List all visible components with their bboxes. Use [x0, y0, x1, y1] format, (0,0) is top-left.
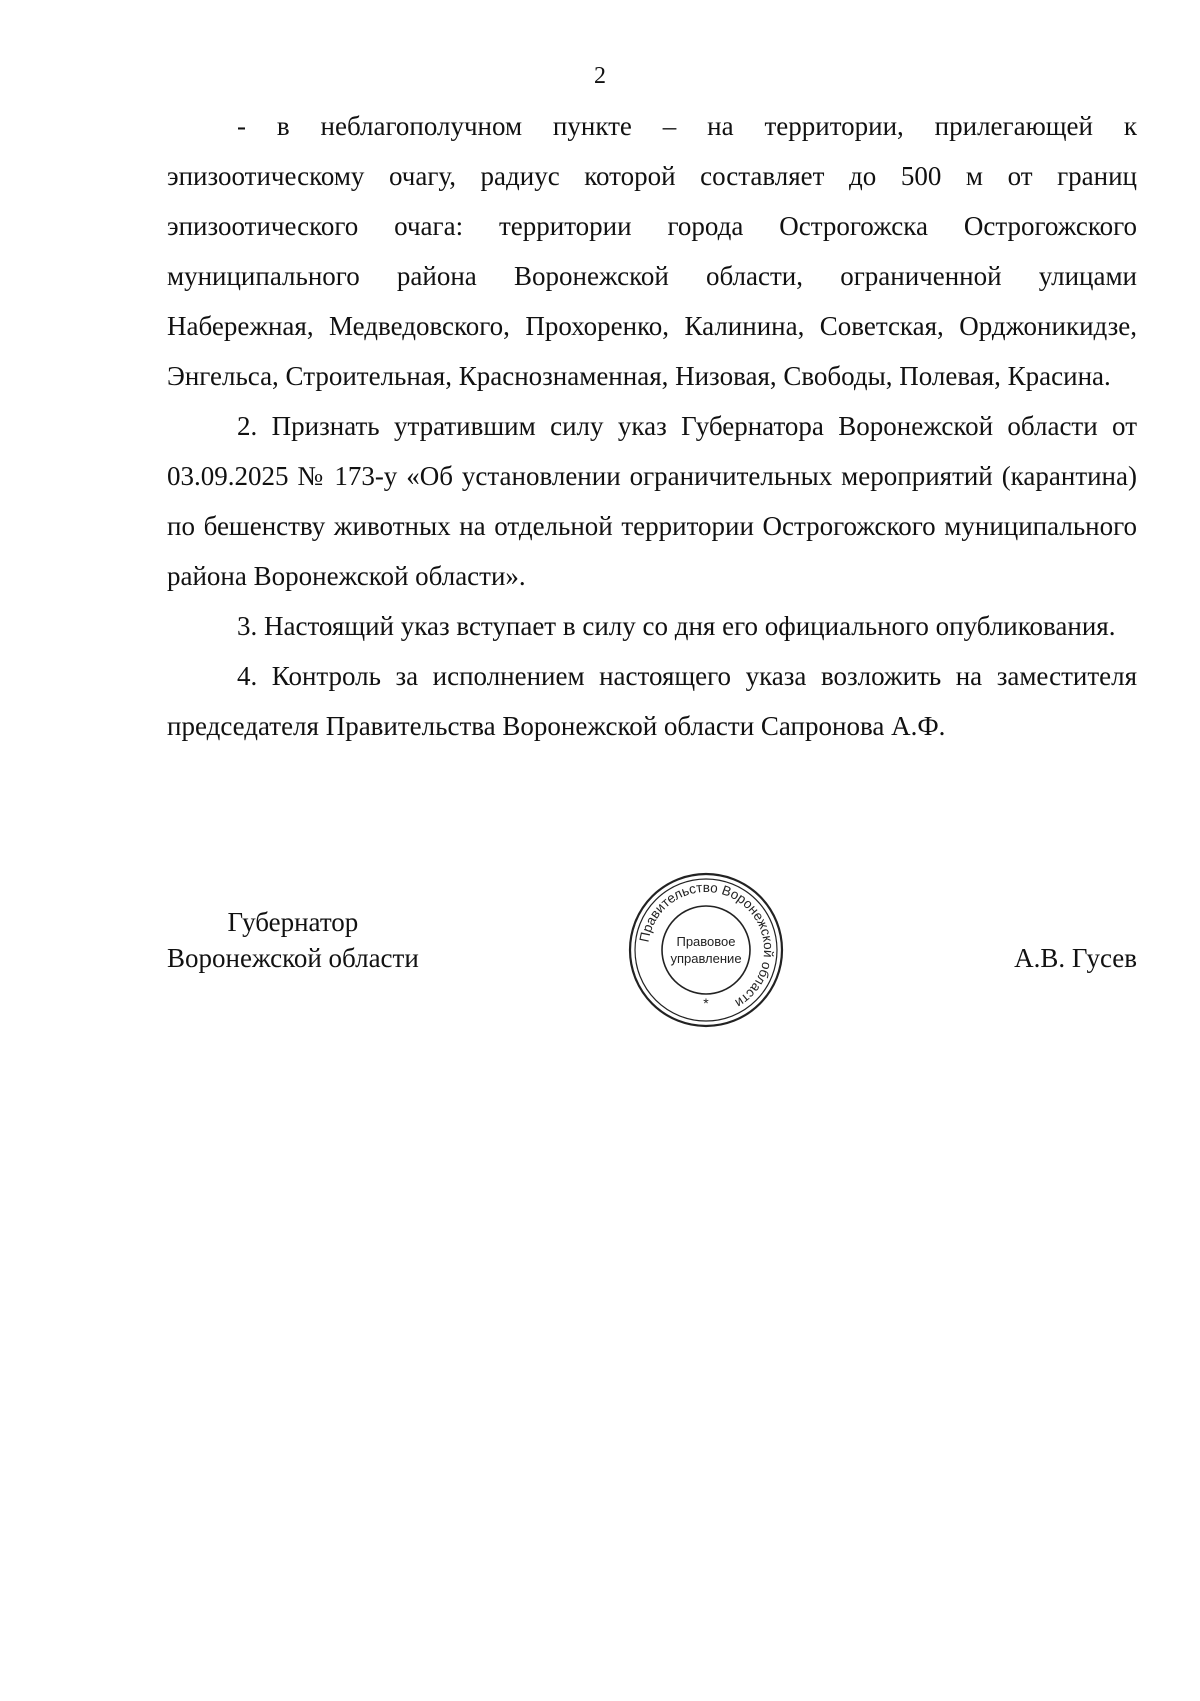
document-body [167, 101, 1137, 751]
stamp-ring-text-path: Правительство Воронежской области [636, 879, 777, 1011]
paragraph-item-3: 3. Настоящий указ вступает в силу со дня его официального опубликования. [237, 611, 1116, 641]
page-number: 2 [594, 63, 606, 89]
paragraph-item-4: 4. Контроль за исполнением настоящего указа возложить на заместителя председателя Правительства Воронежской области Сапронова А.Ф. [167, 661, 1137, 741]
stamp-center-line-1: Правовое [676, 934, 736, 949]
stamp-star-mark: * [703, 995, 709, 1011]
stamp-center-line-2: управление [670, 951, 742, 966]
official-stamp [626, 870, 786, 1030]
stamp-inner-ring [662, 906, 750, 994]
paragraph-item-2: 2. Признать утратившим силу указ Губернатора Воронежской области от 03.09.2025 № 173-у «Об установлении ограничительных мероприятий (карантина) по бешенству животных на отдельной территории Острогожского муниципального района Воронежской области». [167, 411, 1137, 591]
signer-name: А.В. Гусев [1014, 943, 1137, 973]
signer-title-line-1: Губернатор [227, 907, 359, 937]
signature-block [0, 879, 1200, 1064]
signer-title-line-2: Воронежской области [167, 943, 419, 973]
signer-title [167, 904, 419, 976]
paragraph-territory: - в неблагополучном пункте – на территории, прилегающей к эпизоотическому очагу, радиус которой составляет до 500 м от границ эпизоотического очага: территории города Острогожска Острогожского муниципального района Воронежской области, ограниченной улицами Набережная, Медведовского, Прохоренко, Калинина, Советская, Орджоникидзе, Энгельса, Строительная, Краснознаменная, Низовая, Свободы, Полевая, Красина. [167, 111, 1137, 391]
